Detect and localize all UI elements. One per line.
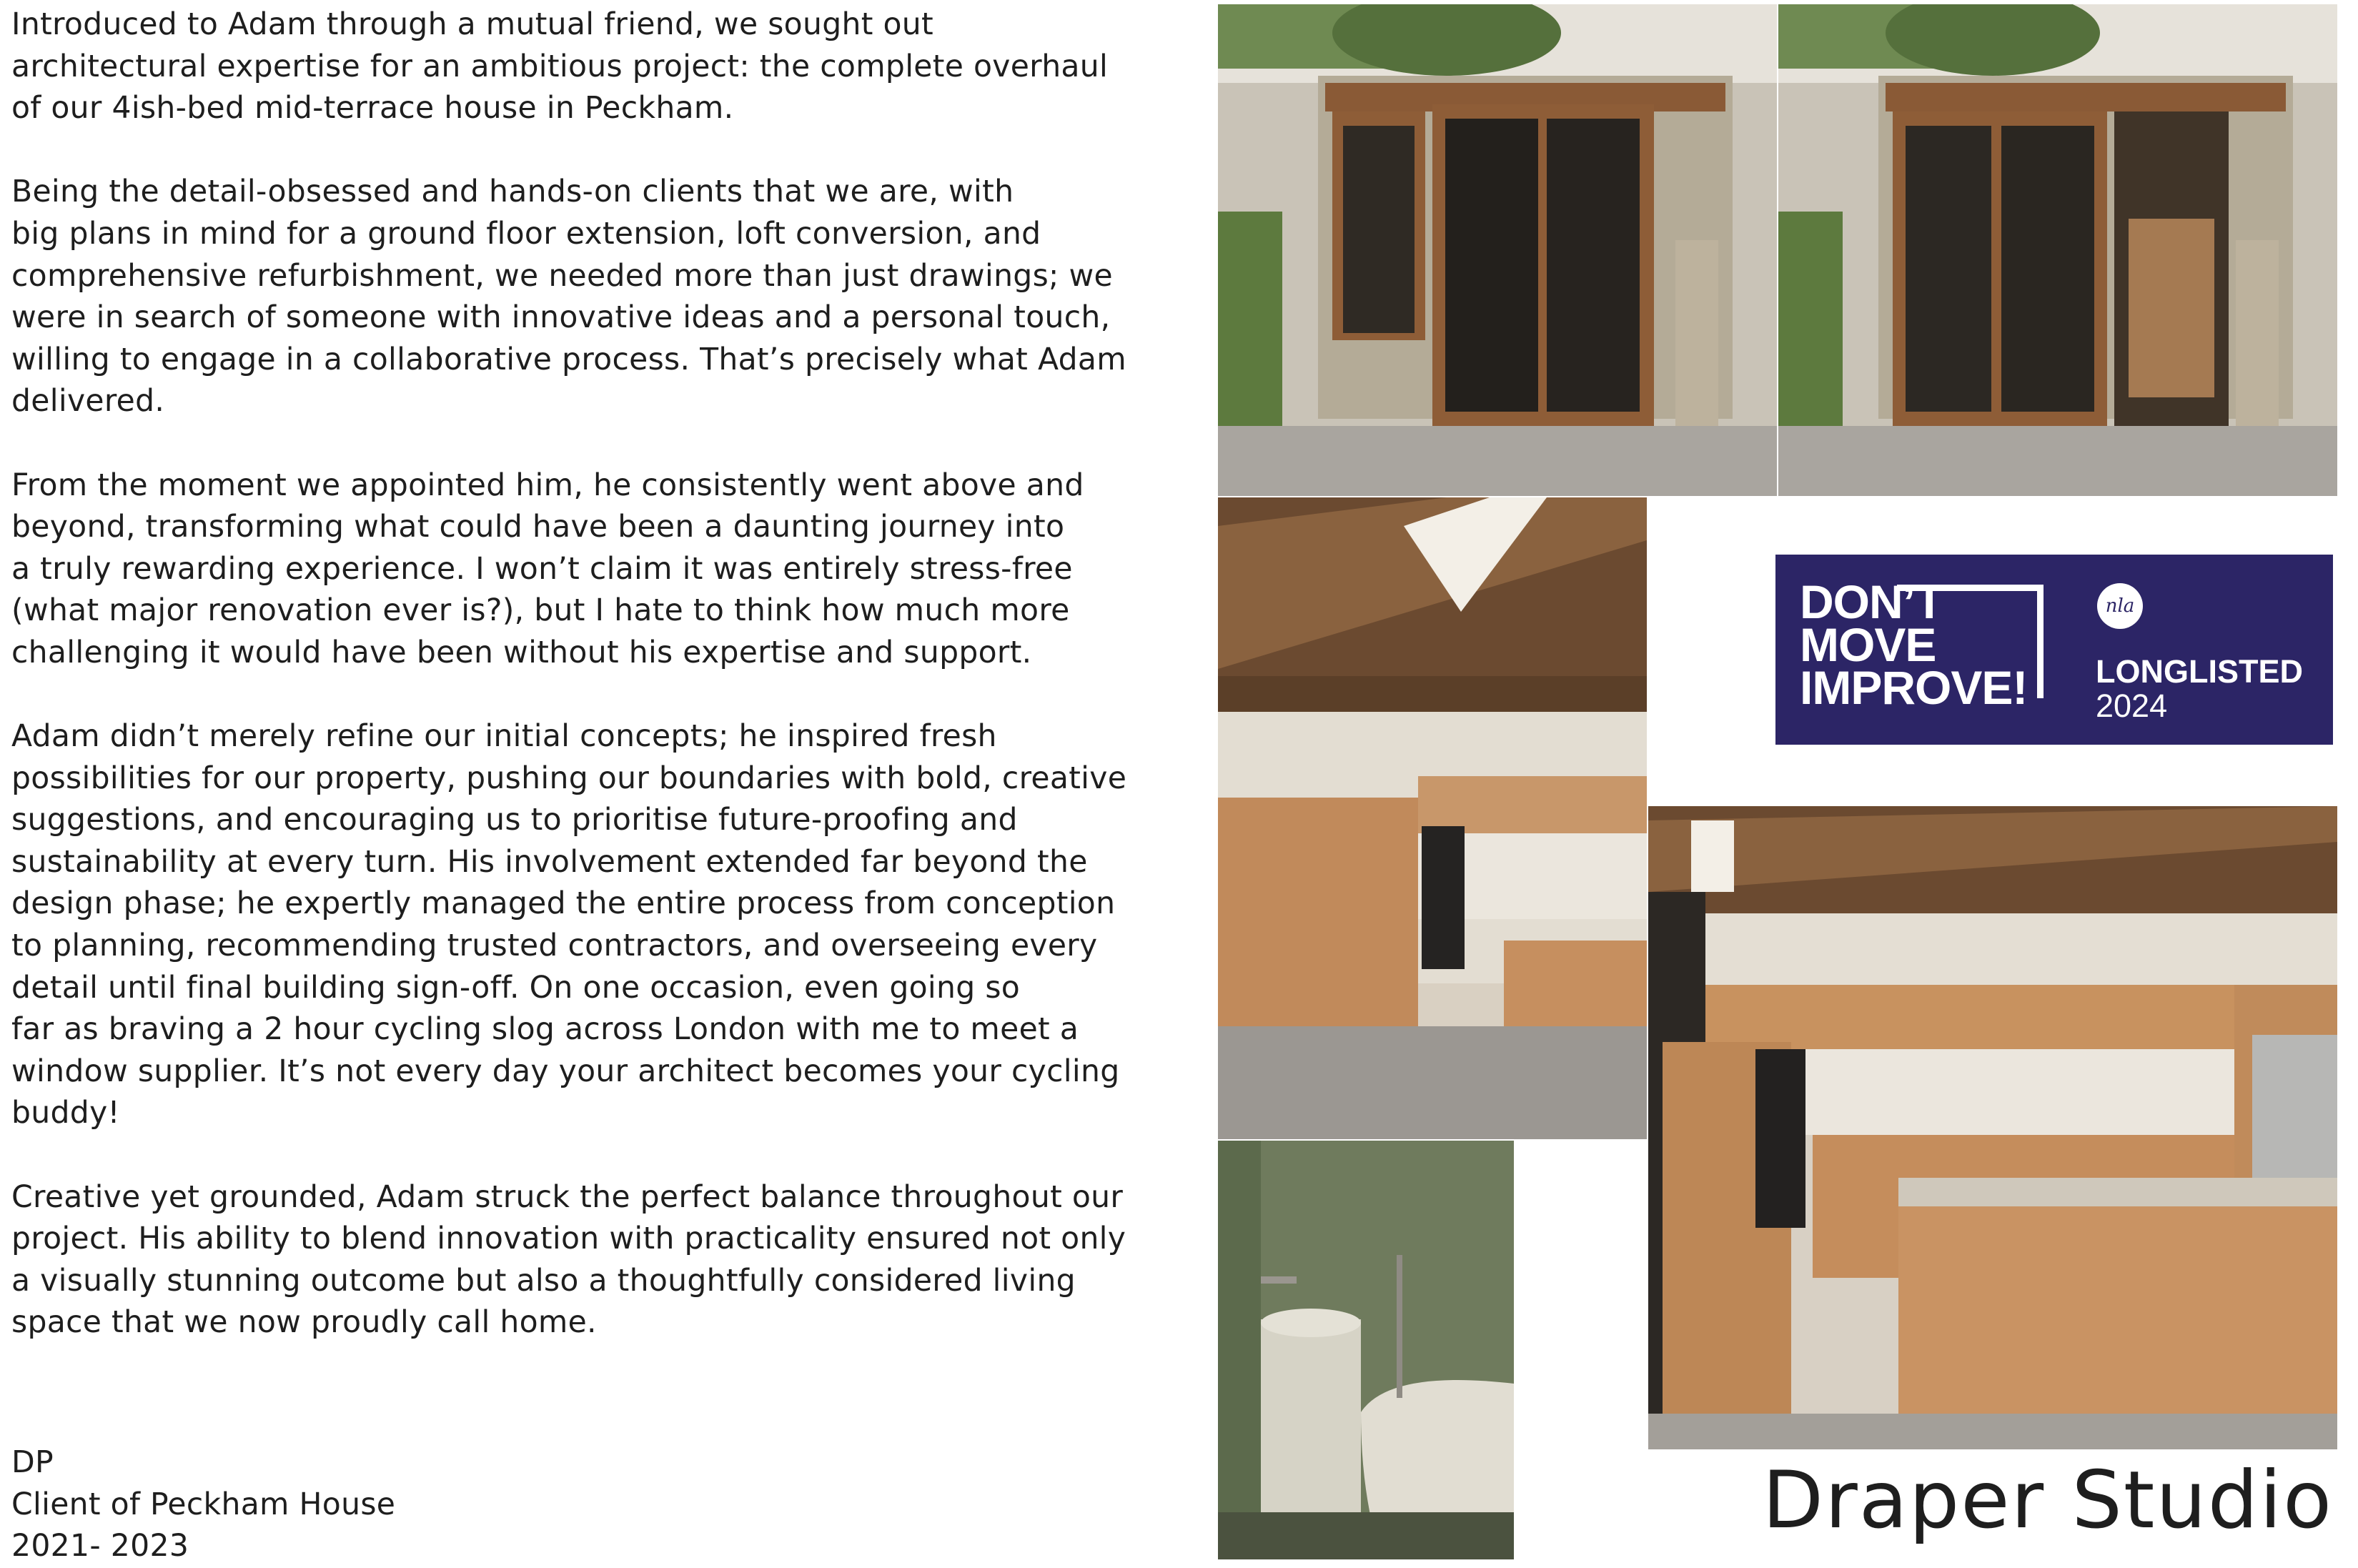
award-year: 2024 (2096, 688, 2168, 724)
dont-move-improve-award-logo (1775, 555, 2333, 745)
award-status: LONGLISTED (2096, 653, 2303, 690)
kitchen-skylight-photo (1218, 497, 1647, 1139)
testimonial-paragraph-1: Introduced to Adam through a mutual friend, we sought out architectural expertise for an ambitious project: the complete overhaul of our 4ish-bed mid-terrace house in Peckham. (11, 7, 1109, 126)
award-line-2: MOVE (1800, 618, 1936, 671)
award-frame-graphic (1897, 585, 2044, 698)
testimonial-paragraph-5: Creative yet grounded, Adam struck the perfect balance throughout our project. His ability to blend innovation with practicality ensured not only a visually stunning outcome but also a thoughtfully considered living space that we now proudly call home. (11, 1179, 1126, 1341)
testimonial-paragraph-4: Adam didn’t merely refine our initial concepts; he inspired fresh possibilities for our property, pushing our boundaries with bold, creative suggestions, and encouraging us to prioritise future-proofing and sustainability at every turn. His involvement extended far beyond the design phase; he expertly managed the entire process from conception to planning, recommending trusted contractors, and overseeing every detail until final building sign-off. On one occasion, even going so far as braving a 2 hour cycling slog across London with me to meet a window supplier. It’s not every day your architect becomes your cycling buddy! (11, 719, 1127, 1131)
testimonial-paragraph-2: Being the detail-obsessed and hands-on clients that we are, with big plans in mind for a ground floor extension, loft conversion, and comprehensive refurbishment, we needed more than just drawings; we were in search of someone with innovative ideas and a personal touch, willing to engage in a collaborative process. That’s precisely what Adam delivered. (11, 174, 1126, 420)
award-line-3: IMPROVE! (1800, 661, 2028, 714)
client-role: Client of Peckham House (11, 1487, 396, 1522)
testimonial-text (11, 4, 1212, 1386)
kitchen-island-photo (1648, 806, 2337, 1449)
nla-logo-icon: nla (2097, 583, 2143, 629)
client-signature (11, 1442, 395, 1568)
bathroom-photo (1218, 1141, 1514, 1559)
award-line-1: DON’T (1800, 575, 1943, 628)
exterior-photo-closed-doors (1218, 4, 1777, 496)
client-initials: DP (11, 1445, 54, 1480)
exterior-photo-open-doors (1778, 4, 2337, 496)
testimonial-paragraph-3: From the moment we appointed him, he consistently went above and beyond, transforming what could have been a daunting journey into a truly rewarding experience. I won’t claim it was entirely stress-free (what major renovation ever is?), but I hate to think how much more challenging it would have been without his expertise and support. (11, 467, 1084, 670)
project-years: 2021- 2023 (11, 1529, 189, 1564)
studio-name: Draper Studio (1762, 1454, 2333, 1547)
